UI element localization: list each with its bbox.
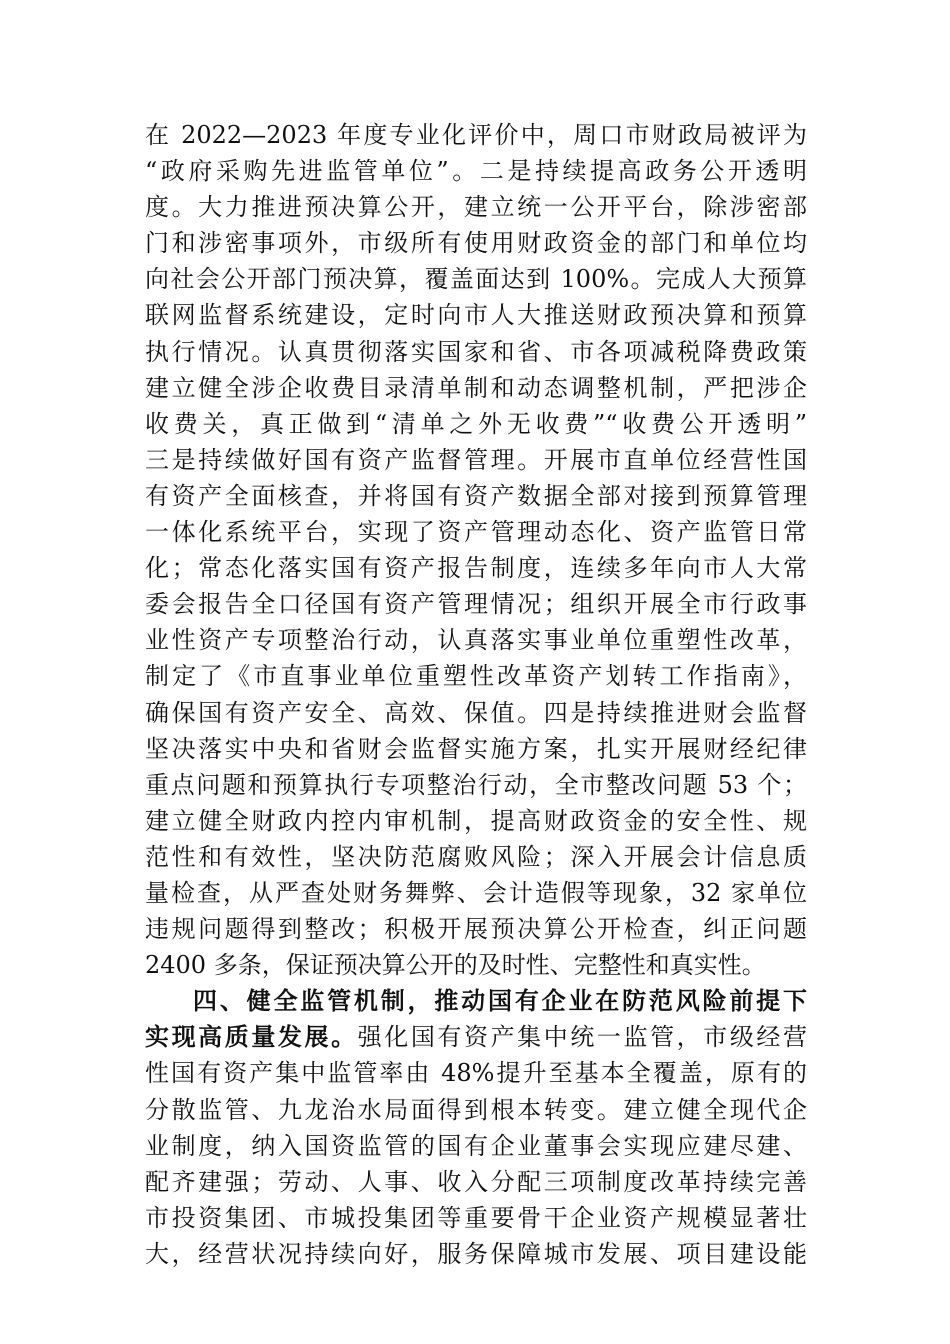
text-line: 大，经营状况持续向好，服务保障城市发展、项目建设能 [145,1239,807,1268]
text-line: 违规问题得到整改；积极开展预决算公开检查，纠正问题 [145,915,807,944]
text-line: 一体化系统平台，实现了资产管理动态化、资产监管日常 [145,518,807,547]
text-line: 建立健全涉企收费目录清单制和动态调整机制，严把涉企 [145,373,807,402]
section-heading: 四、健全监管机制，推动国有企业在防范风险前提下 [193,986,807,1016]
text-line: 2400 多条，保证预决算公开的及时性、完整性和真实性。 [145,951,766,980]
text-line: 联网监督系统建设，定时向市人大推送财政预决算和预算 [145,301,807,330]
text-line: 配齐建强；劳动、人事、收入分配三项制度改革持续完善 [145,1167,807,1196]
body-text [145,117,807,1272]
text-line: 门和涉密事项外，市级所有使用财政资金的部门和单位均 [145,229,807,258]
section-heading-continuation [145,1019,807,1055]
text-line: 执行情况。认真贯彻落实国家和省、市各项减税降费政策 [145,337,807,366]
text-line: 重点问题和预算执行专项整治行动，全市整改问题 53 个； [145,770,807,799]
text-line: “政府采购先进监管单位”。二是持续提高政务公开透明 [145,157,807,186]
text-line: 坚决落实中央和省财会监督实施方案，扎实开展财经纪律 [145,734,807,763]
text-line: 性国有资产集中监管率由 48%提升至基本全覆盖，原有的 [145,1059,807,1088]
text-line: 分散监管、九龙治水局面得到根本转变。建立健全现代企 [145,1095,807,1124]
text-line: 量检查，从严查处财务舞弊、会计造假等现象，32 家单位 [145,878,807,907]
text-line: 委会报告全口径国有资产管理情况；组织开展全市行政事 [145,590,807,619]
text-line: 业制度，纳入国资监管的国有企业董事会实现应建尽建、 [145,1131,807,1160]
text-line: 收费关，真正做到“清单之外无收费”“收费公开透明” [145,409,807,438]
text-line: 三是持续做好国有资产监督管理。开展市直单位经营性国 [145,445,807,474]
text-line: 范性和有效性，坚决防范腐败风险；深入开展会计信息质 [145,842,807,871]
section-heading-end: 实现高质量发展。 [145,1022,358,1052]
text-line: 业性资产专项整治行动，认真落实事业单位重塑性改革， [145,626,807,655]
text-line: 化；常态化落实国有资产报告制度，连续多年向市人大常 [145,554,807,583]
text-line: 在 2022—2023 年度专业化评价中，周口市财政局被评为 [145,121,807,149]
text-line: 向社会公开部门预决算，覆盖面达到 100%。完成人大预算 [145,265,807,294]
text-line: 建立健全财政内控内审机制，提高财政资金的安全性、规 [145,806,807,835]
text-line: 有资产全面核查，并将国有资产数据全部对接到预算管理 [145,481,807,510]
text-line: 制定了《市直事业单位重塑性改革资产划转工作指南》， [145,662,807,691]
text-line: 确保国有资产安全、高效、保值。四是持续推进财会监督 [145,698,807,727]
text-line: 度。大力推进预决算公开，建立统一公开平台，除涉密部 [145,193,807,222]
text-line: 市投资集团、市城投集团等重要骨干企业资产规模显著壮 [145,1203,807,1232]
section-text-start: 强化国有资产集中统一监管，市级经营 [357,1023,808,1052]
